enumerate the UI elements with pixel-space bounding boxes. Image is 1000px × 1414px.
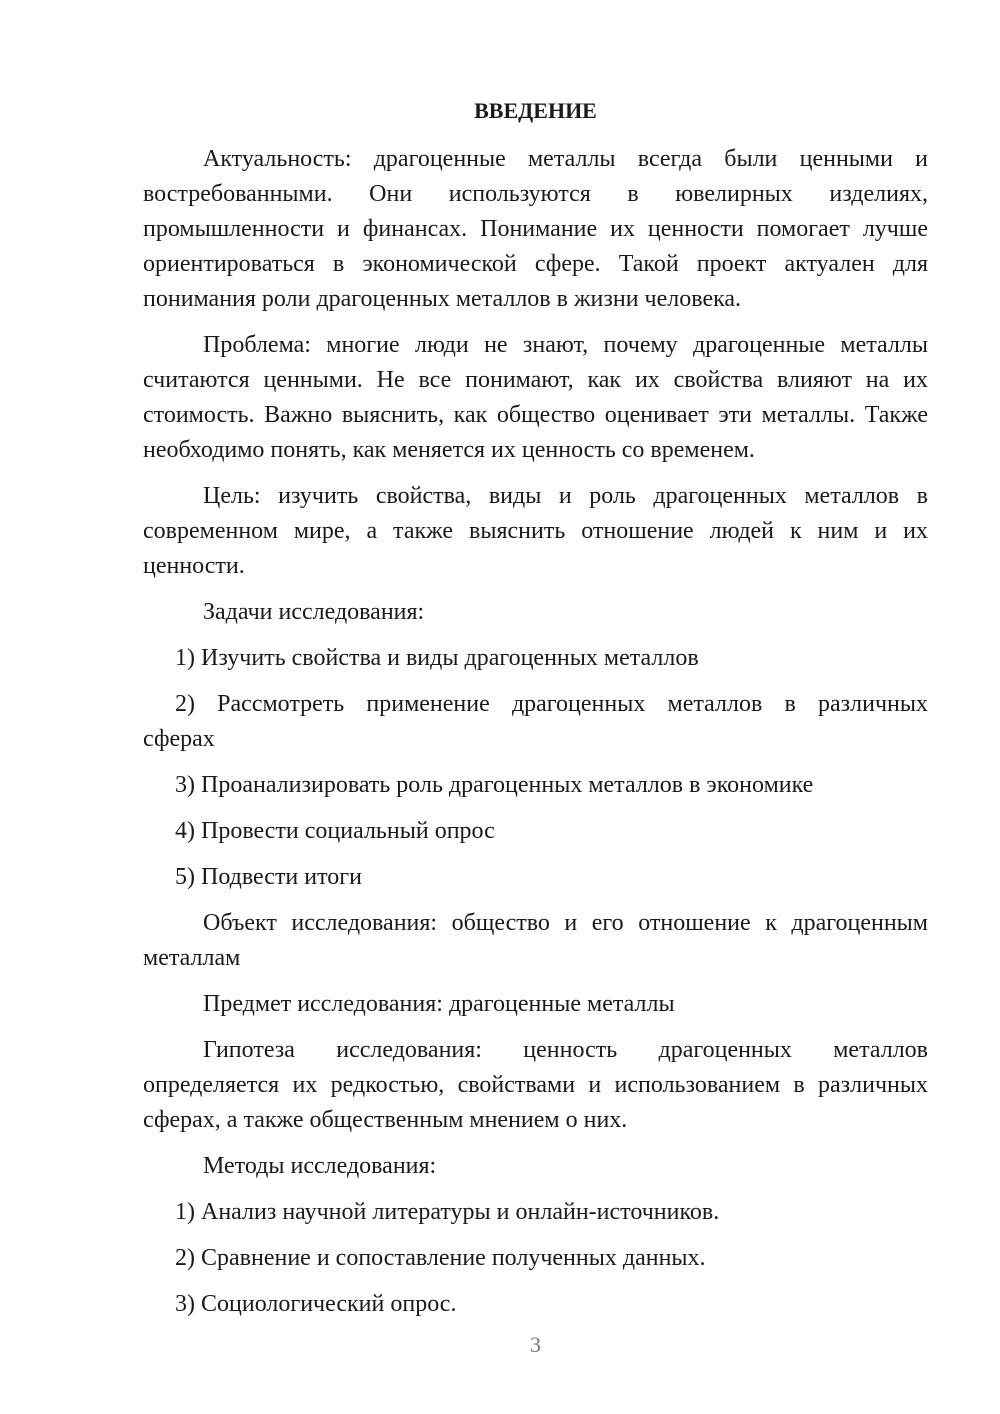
text-line: Задачи исследования: — [203, 599, 425, 625]
list-item — [143, 768, 928, 803]
list-item — [143, 1195, 928, 1230]
paragraph — [143, 142, 928, 317]
list-item — [143, 687, 928, 757]
list-item — [143, 641, 928, 676]
text-line: 1) Изучить свойства и виды драгоценных металлов — [175, 645, 699, 671]
text-line: Предмет исследования: драгоценные металлы — [203, 991, 675, 1017]
text-line: промышленности и финансах. Понимание их ценности помогает лучше — [143, 216, 928, 242]
text-line: ориентироваться в экономической сфере. Такой проект актуален для — [143, 251, 928, 277]
paragraph — [143, 987, 928, 1022]
text-line: ценности. — [143, 553, 245, 579]
text-line: сферах, а также общественным мнением о них. — [143, 1107, 628, 1133]
text-line: Проблема: многие люди не знают, почему драгоценные металлы — [203, 332, 928, 358]
paragraph — [143, 479, 928, 584]
text-line: необходимо понять, как меняется их ценность со временем. — [143, 437, 755, 463]
text-line: 2) Сравнение и сопоставление полученных данных. — [175, 1245, 706, 1271]
text-line: 1) Анализ научной литературы и онлайн-источников. — [175, 1199, 720, 1225]
text-line: 2) Рассмотреть применение драгоценных металлов в различных — [175, 691, 928, 717]
text-line: понимания роли драгоценных металлов в жизни человека. — [143, 286, 742, 312]
page-number: 3 — [530, 1332, 541, 1357]
text-line: 4) Провести социальный опрос — [175, 818, 495, 844]
section-title: ВВЕДЕНИЕ — [474, 98, 597, 123]
text-line: 3) Социологический опрос. — [175, 1291, 457, 1317]
text-line: 3) Проанализировать роль драгоценных металлов в экономике — [175, 772, 814, 798]
list-item — [143, 1287, 928, 1322]
text-line: Объект исследования: общество и его отношение к драгоценным — [203, 910, 928, 936]
paragraph — [143, 1149, 928, 1184]
paragraph — [143, 328, 928, 468]
text-line: Методы исследования: — [203, 1153, 437, 1179]
paragraph — [143, 1033, 928, 1138]
text-line: считаются ценными. Не все понимают, как их свойства влияют на их — [143, 367, 928, 393]
text-line: стоимость. Важно выяснить, как общество оценивает эти металлы. Также — [143, 402, 928, 428]
paragraph — [143, 906, 928, 976]
text-line: металлам — [143, 945, 241, 971]
list-item — [143, 860, 928, 895]
paragraph — [143, 595, 928, 630]
text-line: Актуальность: драгоценные металлы всегда были ценными и — [203, 146, 928, 172]
text-line: Цель: изучить свойства, виды и роль драгоценных металлов в — [203, 483, 928, 509]
text-line: современном мире, а также выяснить отношение людей к ним и их — [143, 518, 928, 544]
text-line: определяется их редкостью, свойствами и использованием в различных — [143, 1072, 928, 1098]
list-item — [143, 1241, 928, 1276]
text-line: 5) Подвести итоги — [175, 864, 362, 890]
text-line: востребованными. Они используются в ювелирных изделиях, — [143, 181, 928, 207]
document-page — [143, 93, 928, 1322]
text-line: Гипотеза исследования: ценность драгоценных металлов — [203, 1037, 928, 1063]
text-line: сферах — [143, 726, 215, 752]
list-item — [143, 814, 928, 849]
document-body — [143, 142, 928, 1322]
